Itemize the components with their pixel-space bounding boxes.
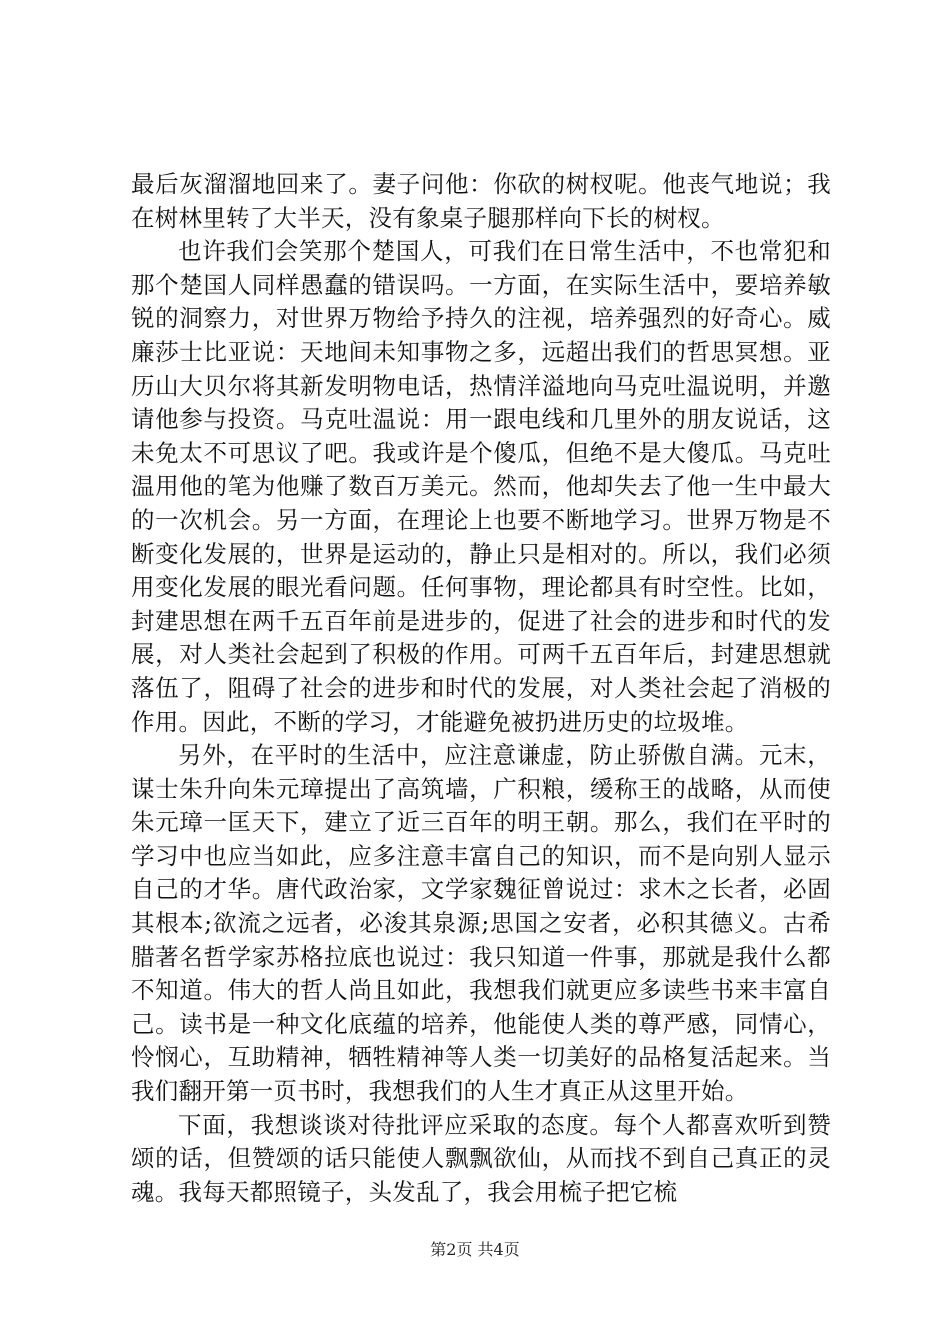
page-footer — [0, 1240, 950, 1260]
paragraph-3: 另外，在平时的生活中，应注意谦虚，防止骄傲自满。元末，谋士朱升向朱元璋提出了高筑墙，广积粮，缓称王的战略，从而使朱元璋一匡天下，建立了近三百年的明王朝。那么，我们在平时的学习中也应当如此，应多注意丰富自己的知识，而不是向别人显示自己的才华。唐代政治家，文学家魏征曾说过：求木之长者，必固其根本;欲流之远者，必浚其泉源;思国之安者，必积其德义。古希腊著名哲学家苏格拉底也说过：我只知道一件事，那就是我什么都不知道。伟大的哲人尚且如此，我想我们就更应多读些书来丰富自己。读书是一种文化底蕴的培养，他能使人类的尊严感，同情心，怜悯心，互助精神，牺牲精神等人类一切美好的品格复活起来。当我们翻开第一页书时，我想我们的人生才真正从这里开始。 — [131, 741, 831, 1106]
page-number-label: 第2页 共4页 — [430, 1240, 520, 1259]
paragraph-4: 下面，我想谈谈对待批评应采取的态度。每个人都喜欢听到赞颂的话，但赞颂的话只能使人飘飘欲仙，从而找不到自己真正的灵魂。我每天都照镜子，头发乱了，我会用梳子把它梳 — [131, 1110, 831, 1206]
paragraph-2: 也许我们会笑那个楚国人，可我们在日常生活中，不也常犯和那个楚国人同样愚蠢的错误吗。一方面，在实际生活中，要培养敏锐的洞察力，对世界万物给予持久的注视，培养强烈的好奇心。威廉莎士比亚说：天地间未知事物之多，远超出我们的哲思冥想。亚历山大贝尔将其新发明物电话，热情洋溢地向马克吐温说明，并邀请他参与投资。马克吐温说：用一跟电线和几里外的朋友说话，这未免太不可思议了吧。我或许是个傻瓜，但绝不是大傻瓜。马克吐温用他的笔为他赚了数百万美元。然而，他却失去了他一生中最大的一次机会。另一方面，在理论上也要不断地学习。世界万物是不断变化发展的，世界是运动的，静止只是相对的。所以，我们必须用变化发展的眼光看问题。任何事物，理论都具有时空性。比如，封建思想在两千五百年前是进步的，促进了社会的进步和时代的发展，对人类社会起到了积极的作用。可两千五百年后，封建思想就落伍了，阻碍了社会的进步和时代的发展，对人类社会起了消极的作用。因此，不断的学习，才能避免被扔进历史的垃圾堆。 — [131, 237, 831, 736]
paragraph-1: 最后灰溜溜地回来了。妻子问他：你砍的树杈呢。他丧气地说；我在树林里转了大半天，没有象桌子腿那样向下长的树杈。 — [131, 170, 831, 232]
document-body — [131, 168, 831, 1209]
